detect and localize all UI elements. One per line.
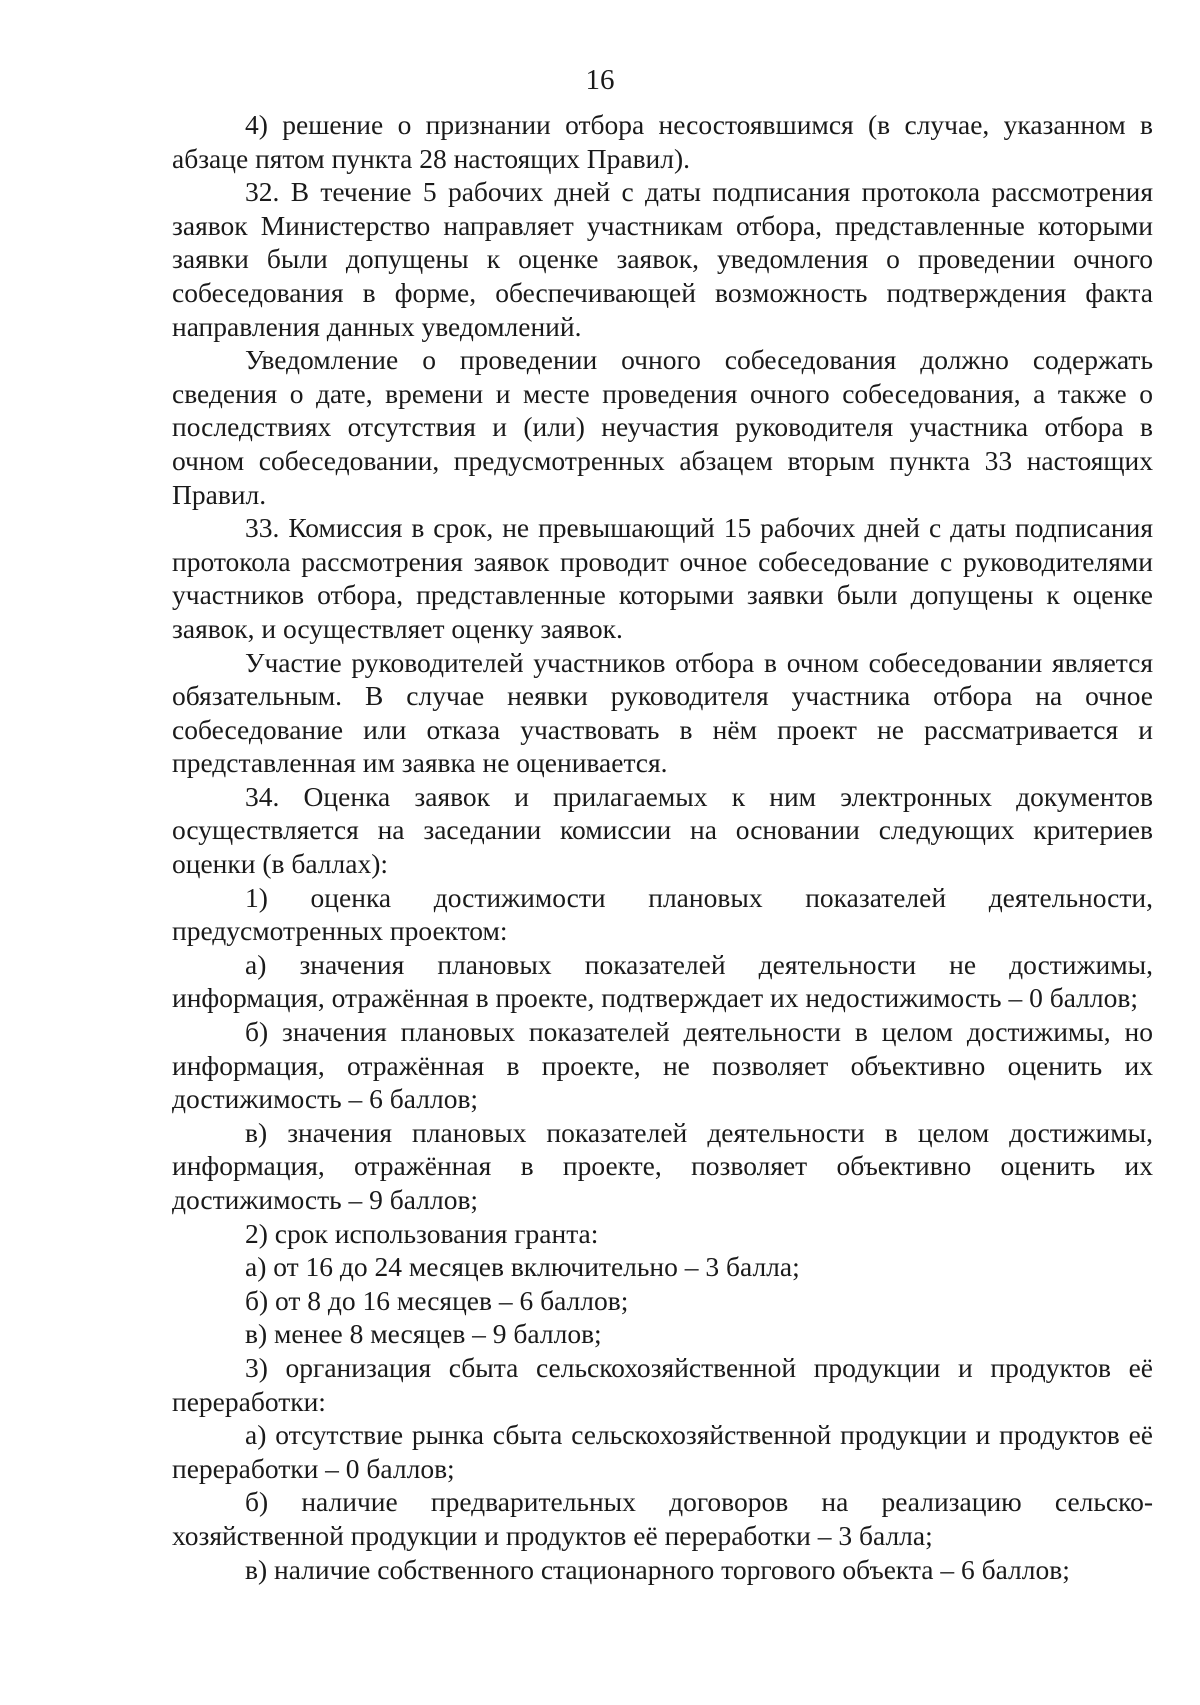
paragraph-item-4-decision: 4) решение о признании отбора несостоявшимся (в случае, указанном в абзаце пятом пункта 28 настоящих Правил). — [172, 109, 1153, 174]
criterion-2-option-b: б) от 8 до 16 месяцев – 6 баллов; — [245, 1284, 629, 1316]
criterion-3-heading: 3) организация сбыта сельскохозяйственной продукции и продуктов её переработки: — [172, 1351, 1153, 1417]
criterion-1-option-b: б) значения плановых показателей деятельности в целом достижимы, но информация, отражённая в проекте, не позволяет объективно оценить их достижимость – 6 баллов; — [172, 1016, 1153, 1115]
paragraph-participation-mandatory: Участие руководителей участников отбора в очном собеседовании является обязательным. В случае неявки руководителя участника отбора на очное собеседование или отказа участвовать в нём проект не рассматривается и представленная им заявка не оценивается. — [172, 646, 1153, 779]
criterion-1-option-a: а) значения плановых показателей деятельности не достижимы, информация, отражённая в проекте, подтверждает их недостижимость – 0 баллов; — [172, 948, 1153, 1014]
page-number: 16 — [585, 64, 615, 96]
paragraph-notification-content: Уведомление о проведении очного собеседования должно содержать сведения о дате, времени и месте проведения очного собеседования, а также о последствиях отсутствия и (или) неучастия руководителя участника отбора в очном собеседовании, предусмотренных абзацем вторым пункта 33 настоящих Правил. — [172, 344, 1153, 510]
criterion-2-option-c: в) менее 8 месяцев – 9 баллов; — [245, 1318, 602, 1350]
criterion-1-option-c: в) значения плановых показателей деятельности в целом достижимы, информация, отражённая в проекте, позволяет объективно оценить их достижимость – 9 баллов; — [172, 1116, 1153, 1215]
paragraph-clause-34: 34. Оценка заявок и прилагаемых к ним электронных документов осуществляется на заседании комиссии на основании следующих критериев оценки (в баллах): — [172, 780, 1153, 880]
criterion-3-option-a: а) отсутствие рынка сбыта сельскохозяйственной продукции и продуктов её переработки – 0 баллов; — [172, 1419, 1153, 1484]
criterion-3-option-c: в) наличие собственного стационарного торгового объекта – 6 баллов; — [245, 1553, 1070, 1585]
criterion-2-option-a: а) от 16 до 24 месяцев включительно – 3 балла; — [245, 1251, 800, 1283]
criterion-3-option-b: б) наличие предварительных договоров на реализацию сельско-хозяйственной продукции и продуктов её переработки – 3 балла; — [172, 1486, 1153, 1551]
criterion-1-heading: 1) оценка достижимости плановых показателей деятельности, предусмотренных проектом: — [172, 881, 1153, 947]
paragraph-clause-32: 32. В течение 5 рабочих дней с даты подписания протокола рассмотрения заявок Министерство направляет участникам отбора, представленные которыми заявки были допущены к оценке заявок, уведомления о проведении очного собеседования в форме, обеспечивающей возможность подтверждения факта направления данных уведомлений. — [172, 176, 1153, 342]
document-body — [172, 108, 1153, 1586]
paragraph-clause-33: 33. Комиссия в срок, не превышающий 15 рабочих дней с даты подписания протокола рассмотрения заявок проводит очное собеседование с руководителями участников отбора, представленные которыми заявки были допущены к оценке заявок, и осуществляет оценку заявок. — [172, 512, 1153, 644]
criterion-2-heading: 2) срок использования гранта: — [245, 1217, 599, 1249]
